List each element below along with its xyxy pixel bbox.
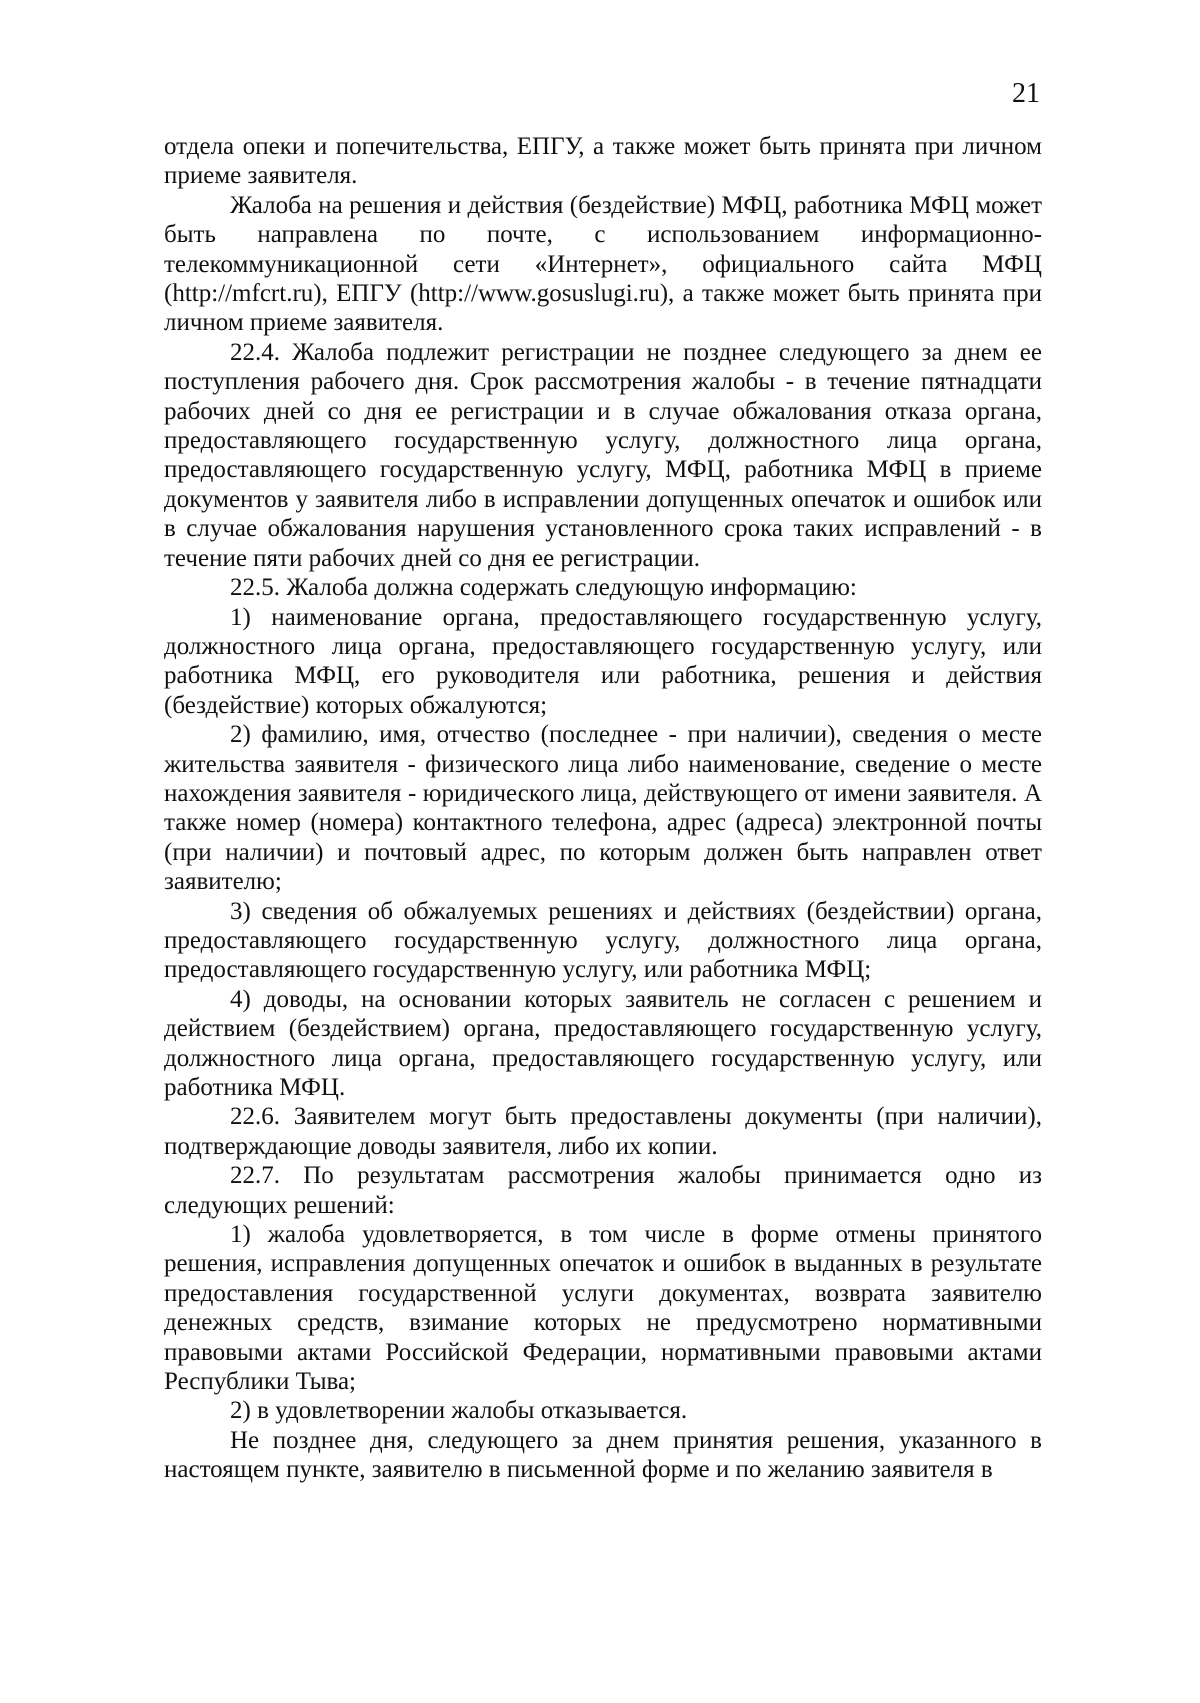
paragraph-continuation: отдела опеки и попечительства, ЕПГУ, а также может быть принята при личном приеме заявителя. <box>164 133 1042 190</box>
list-item-22-7-1: 1) жалоба удовлетворяется, в том числе в форме отмены принятого решения, исправления допущенных опечаток и ошибок в выданных в результате предоставления государственной услуги документах, возврата заявителю денежных средств, взимание которых не предусмотрено нормативными правовыми актами Российской Федерации, нормативными правовыми актами Республики Тыва; <box>164 1221 1042 1396</box>
paragraph-22-7: 22.7. По результатам рассмотрения жалобы принимается одно из следующих решений: <box>164 1162 1042 1219</box>
paragraph-22-5: 22.5. Жалоба должна содержать следующую информацию: <box>230 574 857 602</box>
list-item-22-7-2: 2) в удовлетворении жалобы отказывается. <box>230 1397 688 1425</box>
list-item-22-5-2: 2) фамилию, имя, отчество (последнее - при наличии), сведения о месте жительства заявителя - физического лица либо наименование, сведение о месте нахождения заявителя - юридического лица, действующего от имени заявителя. А также номер (номера) контактного телефона, адрес (адреса) электронной почты (при наличии) и почтовый адрес, по которым должен быть направлен ответ заявителю; <box>164 721 1042 896</box>
list-item-22-5-4: 4) доводы, на основании которых заявитель не согласен с решением и действием (бездействием) органа, предоставляющего государственную услугу, должностного лица органа, предоставляющего государственную услугу, или работника МФЦ. <box>164 985 1042 1101</box>
document-body <box>164 132 1042 1485</box>
list-item-22-5-1: 1) наименование органа, предоставляющего государственную услугу, должностного лица органа, предоставляющего государственную услугу, или работника МФЦ, его руководителя или работника, решения и действия (бездействие) которых обжалуются; <box>164 603 1042 719</box>
paragraph-mfc-complaint-channels: Жалоба на решения и действия (бездействие) МФЦ, работника МФЦ может быть направлена по почте, с использованием информационно-телекоммуникационной сети «Интернет», официального сайта МФЦ (http://mfcrt.ru), ЕПГУ (http://www.gosuslugi.ru), а также может быть принята при личном приеме заявителя. <box>164 191 1042 337</box>
paragraph-22-4: 22.4. Жалоба подлежит регистрации не позднее следующего за днем ее поступления рабочего дня. Срок рассмотрения жалобы - в течение пятнадцати рабочих дней со дня ее регистрации и в случае обжалования отказа органа, предоставляющего государственную услугу, должностного лица органа, предоставляющего государственную услугу, МФЦ, работника МФЦ в приеме документов у заявителя либо в исправлении допущенных опечаток и ошибок или в случае обжалования нарушения установленного срока таких исправлений - в течение пяти рабочих дней со дня ее регистрации. <box>164 338 1042 572</box>
paragraph-22-6: 22.6. Заявителем могут быть предоставлены документы (при наличии), подтверждающие доводы заявителя, либо их копии. <box>164 1103 1042 1160</box>
list-item-22-5-3: 3) сведения об обжалуемых решениях и действиях (бездействии) органа, предоставляющего государственную услугу, должностного лица органа, предоставляющего государственную услугу, или работника МФЦ; <box>164 897 1042 984</box>
page-number: 21 <box>1012 78 1040 109</box>
paragraph-decision-notice: Не позднее дня, следующего за днем принятия решения, указанного в настоящем пункте, заявителю в письменной форме и по желанию заявителя в <box>164 1426 1042 1484</box>
